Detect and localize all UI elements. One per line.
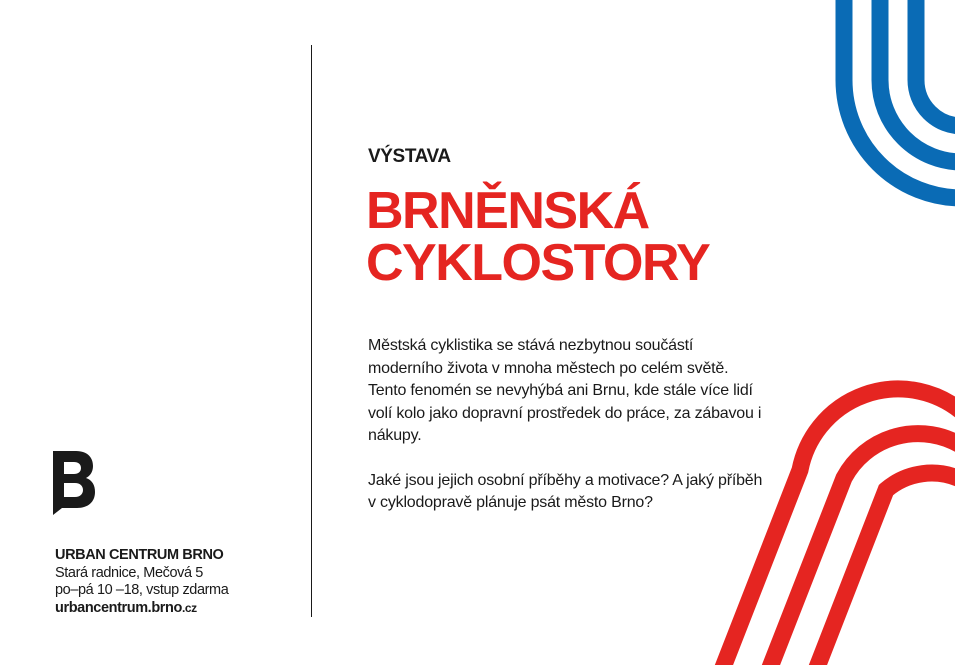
description-paragraph-2: Jaké jsou jejich osobní příběhy a motivace? A jaký příběh v cyklodopravě plánuje psát město Brno? <box>368 471 763 511</box>
vertical-divider <box>311 45 312 617</box>
title-line-2: CYKLOSTORY <box>366 234 710 292</box>
organizer-info <box>55 547 295 617</box>
title-line-1: BRNĚNSKÁ <box>366 182 649 240</box>
exhibition-kicker: VÝSTAVA <box>368 146 451 167</box>
website-tld: .cz <box>181 600 197 615</box>
description-paragraph-1: Městská cyklistika se stává nezbytnou součástí moderního života v mnoha městech po celém světě. Tento fenomén se nevyhýbá ani Brnu, kde stále více lidí volí kolo jako dopravní prostředek do práce, za zábavou i nákupy. <box>368 337 762 444</box>
exhibition-description <box>368 335 768 537</box>
exhibition-title <box>366 182 710 292</box>
opening-hours: po–pá 10 –18, vstup zdarma <box>55 582 229 598</box>
urban-centrum-logo <box>53 451 95 515</box>
blue-stripes-graphic <box>844 0 955 198</box>
organizer-address: Stará radnice, Mečová 5 <box>55 564 203 581</box>
website-link[interactable] <box>55 600 295 618</box>
organizer-name: URBAN CENTRUM BRNO <box>55 547 224 563</box>
website-domain: urbancentrum.brno <box>55 599 182 616</box>
